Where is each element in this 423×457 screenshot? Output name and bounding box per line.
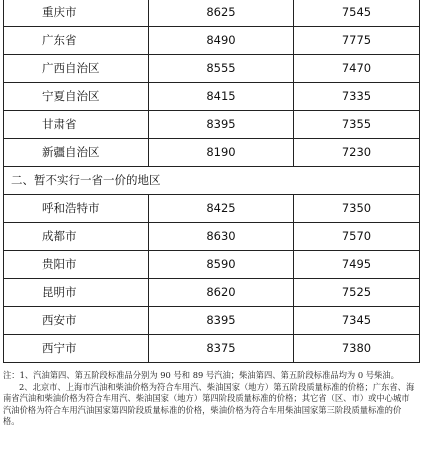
- region-cell: 西宁市: [4, 335, 149, 363]
- gasoline-price-cell: 8395: [149, 307, 294, 335]
- diesel-price-cell: 7495: [294, 251, 420, 279]
- region-cell: 成都市: [4, 223, 149, 251]
- region-cell: 西安市: [4, 307, 149, 335]
- gasoline-price-cell: 8590: [149, 251, 294, 279]
- footnote-2: 2、北京市、上海市汽油和柴油价格为符合车用汽、柴油国家（地方）第五阶段质量标准的价格；广东省、海南省汽油和柴油价格为符合车用汽、柴油国家（地方）第四阶段质量标准的价格；其它省（区、市）或中心城市汽油价格为符合车用汽油国家第四阶段质量标准的价格，柴油价格为符合车用柴油国家第三阶段质量标准的价格。: [3, 381, 415, 427]
- gasoline-price-cell: 8395: [149, 111, 294, 139]
- diesel-price-cell: 7355: [294, 111, 420, 139]
- diesel-price-cell: 7380: [294, 335, 420, 363]
- region-cell: 广西自治区: [4, 55, 149, 83]
- table-row: [4, 55, 420, 83]
- table-row: [4, 27, 420, 55]
- footnote-1: 注：1、汽油第四、第五阶段标准品分别为 90 号和 89 号汽油；柴油第四、第五阶段标准品均为 0 号柴油。: [3, 370, 399, 380]
- table-row: [4, 0, 420, 27]
- gasoline-price-cell: 8415: [149, 83, 294, 111]
- price-table: [3, 0, 420, 363]
- section-header-row: [4, 167, 420, 195]
- gasoline-price-cell: 8425: [149, 195, 294, 223]
- diesel-price-cell: 7545: [294, 0, 420, 27]
- gasoline-price-cell: 8625: [149, 0, 294, 27]
- diesel-price-cell: 7335: [294, 83, 420, 111]
- gasoline-price-cell: 8375: [149, 335, 294, 363]
- table-row: [4, 195, 420, 223]
- diesel-price-cell: 7350: [294, 195, 420, 223]
- table-row: [4, 251, 420, 279]
- diesel-price-cell: 7525: [294, 279, 420, 307]
- table-row: [4, 279, 420, 307]
- region-cell: 昆明市: [4, 279, 149, 307]
- table-row: [4, 307, 420, 335]
- diesel-price-cell: 7345: [294, 307, 420, 335]
- gasoline-price-cell: 8620: [149, 279, 294, 307]
- table-row: [4, 83, 420, 111]
- region-cell: 呼和浩特市: [4, 195, 149, 223]
- gasoline-price-cell: 8190: [149, 139, 294, 167]
- region-cell: 重庆市: [4, 0, 149, 27]
- table-row: [4, 335, 420, 363]
- diesel-price-cell: 7230: [294, 139, 420, 167]
- region-cell: 贵阳市: [4, 251, 149, 279]
- table-row: [4, 111, 420, 139]
- footnotes: [3, 370, 417, 428]
- section-title: 二、暂不实行一省一价的地区: [4, 167, 420, 195]
- gasoline-price-cell: 8555: [149, 55, 294, 83]
- region-cell: 甘肃省: [4, 111, 149, 139]
- diesel-price-cell: 7570: [294, 223, 420, 251]
- gasoline-price-cell: 8490: [149, 27, 294, 55]
- region-cell: 新疆自治区: [4, 139, 149, 167]
- table-row: [4, 139, 420, 167]
- region-cell: 广东省: [4, 27, 149, 55]
- diesel-price-cell: 7775: [294, 27, 420, 55]
- table-row: [4, 223, 420, 251]
- gasoline-price-cell: 8630: [149, 223, 294, 251]
- region-cell: 宁夏自治区: [4, 83, 149, 111]
- diesel-price-cell: 7470: [294, 55, 420, 83]
